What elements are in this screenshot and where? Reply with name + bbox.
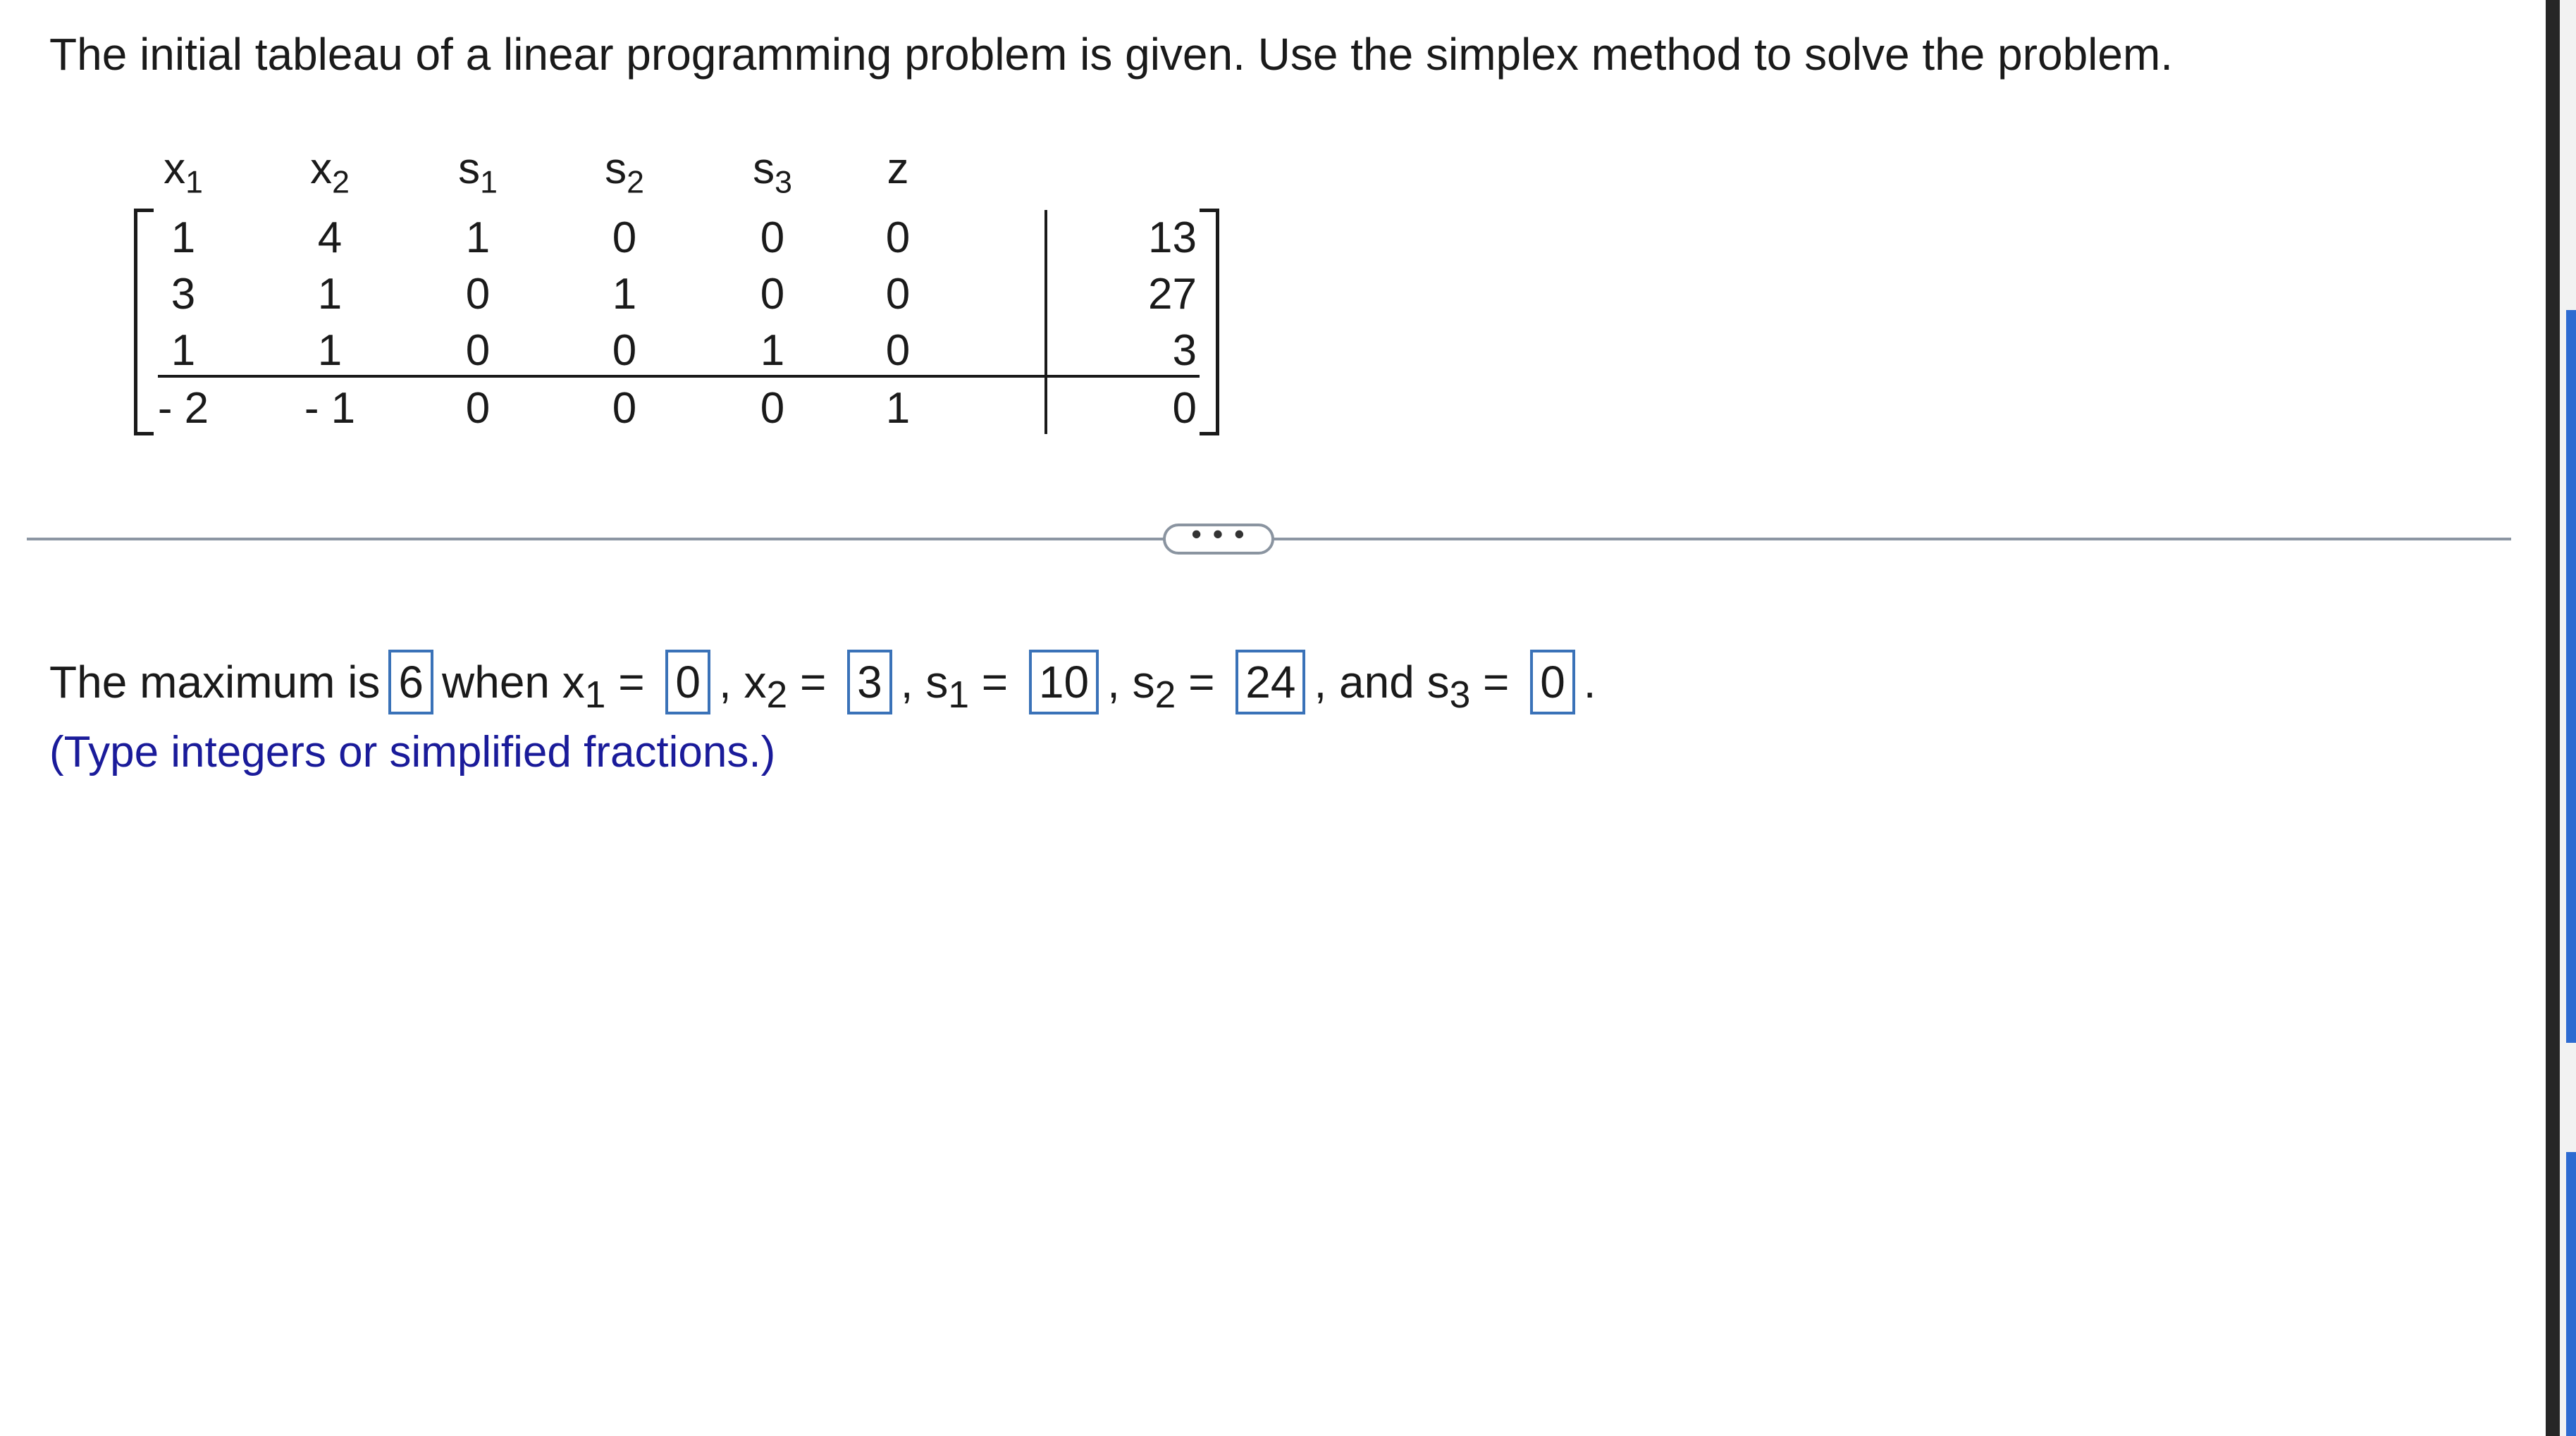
x1-value-box[interactable]: 0 xyxy=(665,650,710,714)
column-header-s2: $s_2$ xyxy=(605,144,644,200)
answer-hint: (Type integers or simplified fractions.) xyxy=(49,728,776,776)
answer-and: and xyxy=(1339,657,1415,707)
s3-label: $s_3$ xyxy=(1426,657,1471,716)
x2-label: $x_2$ xyxy=(744,657,788,716)
tableau-cell: 4 xyxy=(317,213,343,262)
tableau-cell: 1 xyxy=(317,270,343,318)
tableau-rhs-cell: 0 xyxy=(1172,384,1197,433)
tableau-cell: 0 xyxy=(612,326,637,375)
answer-prefix: The maximum is xyxy=(49,657,381,707)
scrollbar-accent-lower xyxy=(2566,1152,2576,1436)
column-header-s1: $s_1$ xyxy=(458,144,498,200)
s1-value-box[interactable]: 10 xyxy=(1029,650,1099,714)
tableau-cell: 0 xyxy=(760,213,785,262)
column-header-x2: $x_2$ xyxy=(310,144,350,200)
tableau-cell: - 2 xyxy=(157,384,209,433)
right-bracket xyxy=(1200,209,1219,435)
column-header-s3: $s_3$ xyxy=(753,144,792,200)
tableau-cell: 0 xyxy=(885,213,911,262)
question-text: The initial tableau of a linear programming problem is given. Use the simplex method to solve the problem. xyxy=(49,29,2174,80)
tableau-rhs-cell: 3 xyxy=(1172,326,1197,375)
tableau-cell: 0 xyxy=(612,384,637,433)
tableau-cell: 0 xyxy=(760,270,785,318)
tableau-cell: 0 xyxy=(760,384,785,433)
expand-more-button[interactable]: • • • xyxy=(1163,524,1274,555)
x2-value-box[interactable]: 3 xyxy=(847,650,892,714)
tableau-cell: 1 xyxy=(760,326,785,375)
tableau-cell: 0 xyxy=(885,326,911,375)
tableau-cell: 0 xyxy=(612,213,637,262)
tableau-cell: 0 xyxy=(465,326,491,375)
column-header-z: z xyxy=(887,144,909,193)
answer-sentence: The maximum is 6 when $x_1 = 0$ , $x_2 = 3$ , $s_1 = 10$ , $s_2 = 24$ , and $s_3 = 0$ . xyxy=(49,647,1596,731)
tableau-cell: 1 xyxy=(465,213,491,262)
tableau-rhs-cell: 13 xyxy=(1148,213,1197,262)
s3-value-box[interactable]: 0 xyxy=(1530,650,1575,714)
answer-when: when xyxy=(442,657,550,707)
tableau-cell: 1 xyxy=(885,384,911,433)
tableau-rhs-cell: 27 xyxy=(1148,270,1197,318)
scrollbar-accent-upper xyxy=(2566,310,2576,1043)
tableau-cell: 3 xyxy=(171,270,196,318)
tableau-cell: 0 xyxy=(465,384,491,433)
tableau-cell: 1 xyxy=(171,326,196,375)
tableau-cell: 1 xyxy=(171,213,196,262)
s1-label: $s_1$ xyxy=(925,657,969,716)
tableau-cell: - 1 xyxy=(304,384,356,433)
x1-label: $x_1$ xyxy=(562,657,606,716)
column-header-x1: $x_1$ xyxy=(164,144,203,200)
tableau-cell: 1 xyxy=(317,326,343,375)
augment-separator xyxy=(1044,210,1047,434)
max-value-box[interactable]: 6 xyxy=(388,650,433,714)
tableau-cell: 1 xyxy=(612,270,637,318)
simplex-tableau xyxy=(127,127,1226,451)
tableau-cell: 0 xyxy=(465,270,491,318)
tableau-cell: 0 xyxy=(885,270,911,318)
s2-label: $s_2$ xyxy=(1132,657,1176,716)
s2-value-box[interactable]: 24 xyxy=(1235,650,1305,714)
